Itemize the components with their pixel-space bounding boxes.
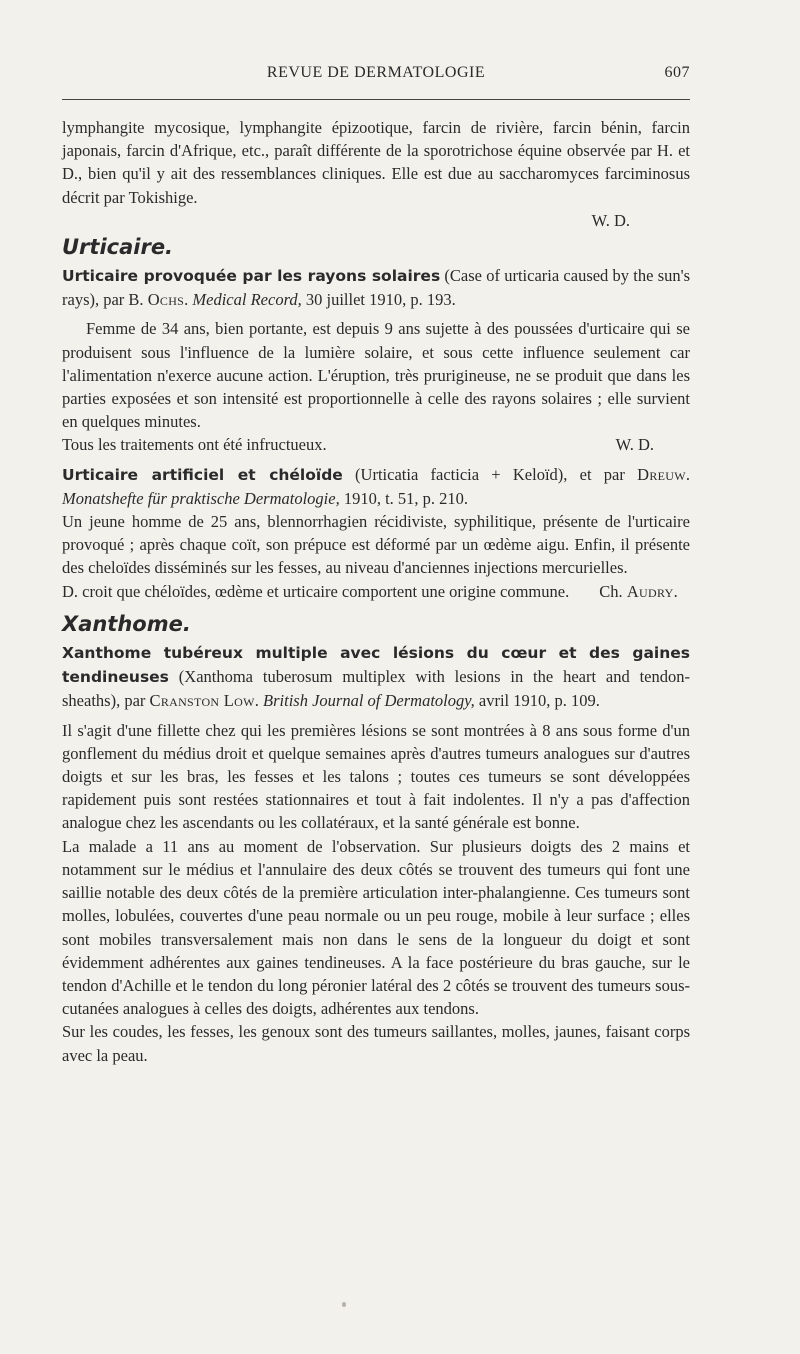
reference-text: . bbox=[184, 290, 193, 310]
author-name: Ochs bbox=[147, 290, 185, 310]
page-number: 607 bbox=[664, 64, 690, 81]
journal-name: Medical Record, bbox=[192, 290, 302, 310]
reference-text: (Urticatia facticia + Keloïd), et par bbox=[342, 464, 638, 484]
reference-text: . bbox=[254, 691, 264, 711]
page-body bbox=[62, 116, 690, 1067]
continued-paragraph: lymphangite mycosique, lymphangite épizootique, farcin de rivière, farcin bénin, farcin japonais, farcin d'Afrique, etc., paraît différente de la sporotrichose équine observée par H. et D., bien qu'il y ait des ressemblances cliniques. Elle est due au saccharomyces farciminosus décrit par Tokishige. bbox=[62, 118, 690, 207]
body-paragraph: Femme de 34 ans, bien portante, est depuis 9 ans sujette à des poussées d'urticaire qui se produisent sous l'influence de la lumière solaire, et sous cette influence seulement car l'alimentation n'exerce aucune action. L'éruption, très prurigineuse, ne se produit que dans les parties exposées et son intensité est proportionnelle à celle des rayons solaires ; elle survient en quelques minutes. bbox=[62, 319, 690, 432]
reference-text: . bbox=[685, 464, 690, 484]
article-title: Xanthome tubéreux multiple avec lésions du cœur et des gaines tendineuses bbox=[62, 644, 690, 687]
journal-title: REVUE DE DERMATOLOGIE bbox=[266, 64, 486, 81]
reference-text: (Case of urticaria caused by the sun's rays), par B. bbox=[62, 266, 691, 310]
author-name: Cranston Low bbox=[149, 691, 255, 711]
body-paragraph: D. croit que chéloïdes, œdème et urticaire comportent une origine commune. bbox=[62, 581, 570, 601]
author-name: Dreuw bbox=[637, 464, 686, 484]
reference-text: 30 juillet 1910, p. 193. bbox=[301, 290, 456, 310]
article-reference bbox=[62, 463, 690, 510]
body-paragraph: Un jeune homme de 25 ans, blennorrhagien récidiviste, syphilitique, présente de l'urticaire provoqué ; après chaque coït, son prépuce est déformé par un œdème aigu. Enfin, il présente des cheloïdes disséminés sur les fesses, au niveau d'anciennes injections mercurielles. bbox=[62, 512, 690, 578]
article-title: Urticaire artificiel et chéloïde bbox=[62, 465, 343, 484]
body-paragraph: Sur les coudes, les fesses, les genoux sont des tumeurs saillantes, molles, jaunes, faisant corps avec la peau. bbox=[62, 1022, 690, 1065]
article-reference bbox=[62, 641, 690, 713]
signature-name: Ch. bbox=[599, 581, 627, 601]
journal-name: Monatshefte für praktische Dermatologie, bbox=[62, 488, 340, 508]
journal-name: British Journal of Dermatology, bbox=[263, 691, 475, 711]
body-paragraph: Il s'agit d'une fillette chez qui les premières lésions se sont montrées à 8 ans sous forme d'un gonflement du médius droit et quelque semaines après d'autres tumeurs analogues sur d'autres doigts et sur les bras, les fesses et les talons ; toutes ces tumeurs se sont développées rapidement puis sont restées stationnaires et tout à fait indolentes. Il n'y a pas d'affection analogue chez les ascendants ou les collatéraux, et la santé générale est bonne. bbox=[62, 720, 690, 833]
section-heading: Urticaire. bbox=[62, 235, 174, 260]
signature: W. D. bbox=[591, 210, 630, 230]
section-heading: Xanthome. bbox=[62, 612, 191, 637]
running-head bbox=[62, 64, 690, 88]
article-reference bbox=[62, 264, 690, 311]
reference-text: avril 1910, p. 109. bbox=[474, 691, 600, 711]
signature: W. D. bbox=[615, 435, 654, 455]
page-speck bbox=[342, 1302, 346, 1307]
reference-text: 1910, t. 51, p. 210. bbox=[339, 488, 469, 508]
reference-text: (Xanthoma tuberosum multiplex with lesions in the heart and tendon-sheaths), par bbox=[62, 667, 690, 711]
header-rule bbox=[62, 99, 690, 100]
body-paragraph: La malade a 11 ans au moment de l'observation. Sur plusieurs doigts des 2 mains et notamment sur le médius et l'annulaire des deux côtés se trouvent des tumeurs qui font une saillie notable des deux côtés de la première articulation inter-phalangienne. Ces tumeurs sont molles, lobulées, couvertes d'une peau normale ou un peu rouge, mobile à leur surface ; elles sont mobiles transversalement mais non dans le sens de la longueur du doigt et sont évidemment adhérentes aux gaines tendineuses. A la face postérieure du bras gauche, sur le tendon d'Achille et le tendon du long péronier latéral des 2 côtés se trouvent des tumeurs sous-cutanées analogues à celles des doigts, adhérentes aux tendons. bbox=[62, 836, 690, 1019]
spacer bbox=[62, 603, 690, 609]
article-title: Urticaire provoquée par les rayons solaires bbox=[62, 267, 441, 286]
body-text: Tous les traitements ont été infructueux. bbox=[62, 435, 327, 455]
body-paragraph-with-signature bbox=[62, 433, 690, 456]
signature-surname: Audry. bbox=[626, 581, 678, 601]
